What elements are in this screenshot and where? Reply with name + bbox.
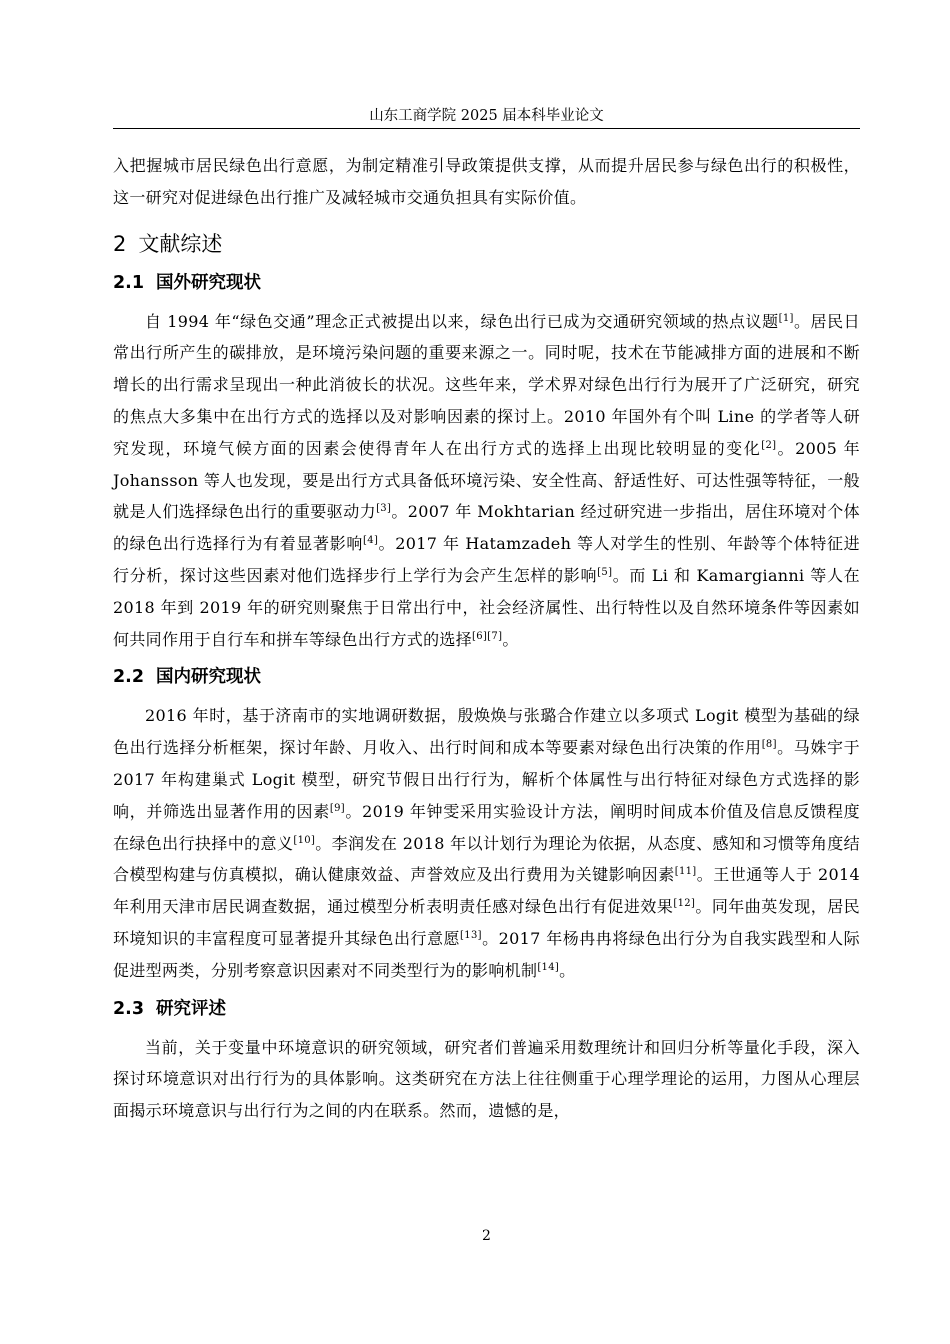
- subsection-heading-2-1: [113, 268, 860, 299]
- subsection-title: 研究评述: [156, 998, 227, 1019]
- section-number: 2: [113, 231, 127, 256]
- paragraph-domestic-research: [113, 700, 860, 986]
- running-header: 山东工商学院 2025 届本科毕业论文: [369, 108, 604, 124]
- text-run: 。2007 年 Mokhtarian 经过研究进一步指出，居住环境对个体的绿色出行选择行为有着显著影响: [113, 502, 860, 554]
- citation: [11]: [674, 866, 697, 878]
- subsection-heading-2-3: [113, 994, 860, 1025]
- section-heading-2: [113, 227, 860, 261]
- page-number: 2: [482, 1228, 491, 1244]
- section-title: 文献综述: [138, 231, 223, 256]
- subsection-heading-2-2: [113, 662, 860, 693]
- citation: [6][7]: [472, 630, 503, 642]
- text-run: 。: [502, 629, 519, 649]
- text-run: 。居民日常出行所产生的碳排放，是环境污染问题的重要来源之一。同时呢，技术在节能减排方面的进展和不断增长的出行需求呈现出一种此消彼长的状况。这些年来，学术界对绿色出行行为展开了广泛研究，研究的焦点大多集中在出行方式的选择以及对影响因素的探讨上。2010 年国外有个叫 Line 的学者等人研究发现，环境气候方面的因素会使得青年人在出行方式的选择上出现比较明显的变化: [113, 311, 860, 458]
- subsection-number: 2.3: [113, 998, 145, 1019]
- text-run: 。: [559, 960, 576, 980]
- text-run: 。同年曲英发现，居民环境知识的丰富程度可显著提升其绿色出行意愿: [113, 897, 861, 948]
- paragraph-research-review: 当前，关于变量中环境意识的研究领域，研究者们普遍采用数理统计和回归分析等量化手段，深入探讨环境意识对出行行为的具体影响。这类研究在方法上往往侧重于心理学理论的运用，力图从心理层面揭示环境意识与出行行为之间的内在联系。然而，遗憾的是，: [113, 1037, 860, 1121]
- header-rule: [113, 128, 860, 129]
- subsection-number: 2.2: [113, 667, 145, 688]
- citation: [13]: [460, 929, 482, 941]
- page-body: [113, 150, 860, 1127]
- text-run: 。王世通等人于 2014 年利用天津市居民调查数据，通过模型分析表明责任感对绿色出行有促进效果: [113, 865, 860, 917]
- paragraph-foreign-research: [113, 306, 860, 656]
- subsection-number: 2.1: [113, 272, 145, 293]
- citation: [8]: [761, 739, 777, 751]
- citation: [14]: [537, 961, 560, 973]
- text-run: 2016 年时，基于济南市的实地调研数据，殷焕焕与张璐合作建立以多项式 Logit 模型为基础的绿色出行选择分析框架，探讨年龄、月收入、出行时间和成本等要素对绿色出行决策的作用: [113, 706, 860, 758]
- subsection-title: 国外研究现状: [156, 272, 262, 293]
- continuation-paragraph: 入把握城市居民绿色出行意愿，为制定精准引导政策提供支撑，从而提升居民参与绿色出行的积极性，这一研究对促进绿色出行推广及减轻城市交通负担具有实际价值。: [113, 156, 860, 207]
- text-run: 。马姝宇于 2017 年构建巢式 Logit 模型，研究节假日出行行为，解析个体属性与出行特征对绿色方式选择的影响，并筛选出显著作用的因素: [113, 738, 860, 821]
- citation: [3]: [376, 503, 392, 515]
- subsection-title: 国内研究现状: [156, 667, 262, 688]
- text-run: 。2017 年杨冉冉将绿色出行分为自我实践型和人际促进型两类，分别考察意识因素对不同类型行为的影响机制: [113, 928, 860, 980]
- text-run: 。2005 年 Johansson 等人也发现，要是出行方式具备低环境污染、安全性高、舒适性好、可达性强等特征，一般就是人们选择绿色出行的重要驱动力: [113, 438, 861, 522]
- citation: [12]: [673, 898, 696, 910]
- text-run: 。2019 年钟雯采用实验设计方法，阐明时间成本价值及信息反馈程度在绿色出行抉择中的意义: [113, 801, 860, 853]
- text-run: 。而 Li 和 Kamargianni 等人在 2018 年到 2019 年的研究则聚焦于日常出行中，社会经济属性、出行特性以及自然环境条件等因素如何共同作用于自行车和拼车等绿色出行方式的选择: [113, 565, 860, 649]
- text-run: 。李润发在 2018 年以计划行为理论为依据，从态度、感知和习惯等角度结合模型构建与仿真模拟，确认健康效益、声誉效应及出行费用为关键影响因素: [113, 833, 860, 885]
- citation: [10]: [293, 834, 316, 846]
- citation: [5]: [597, 566, 613, 578]
- text-run: 自 1994 年“绿色交通”理念正式被提出以来，绿色出行已成为交通研究领域的热点议题: [145, 311, 779, 331]
- citation: [9]: [329, 802, 346, 814]
- citation: [4]: [363, 535, 379, 547]
- citation: [2]: [761, 439, 777, 451]
- citation: [1]: [778, 312, 794, 324]
- text-run: 。2017 年 Hatamzadeh 等人对学生的性别、年龄等个体特征进行分析，探讨这些因素对他们选择步行上学行为会产生怎样的影响: [113, 534, 860, 585]
